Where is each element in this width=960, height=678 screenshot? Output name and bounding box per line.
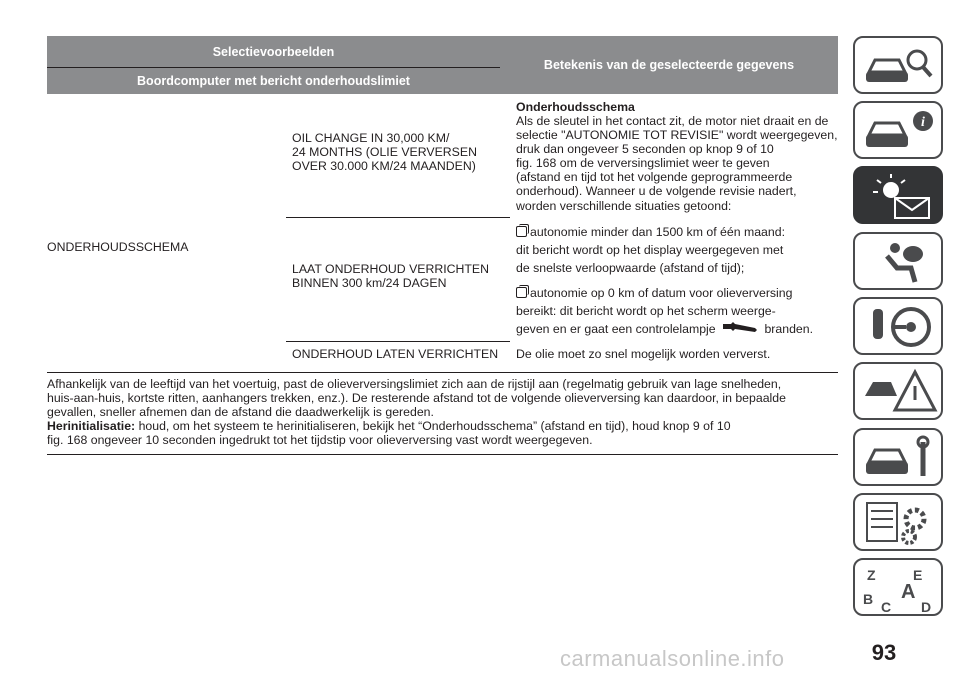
reinit-text: houd, om het systeem te herinitialiseren, bekijk het “Onderhoudsschema” (afstand en tijd), houd knop 9 of 10 <box>138 419 731 433</box>
row-label: ONDERHOUDSSCHEMA <box>47 240 189 254</box>
car-info-icon <box>861 107 939 155</box>
svg-text:B: B <box>863 591 874 607</box>
bullet-2-cont: bereikt: dit bericht wordt op het scherm weerge- <box>516 304 776 318</box>
bullet-2-line3-pre: geven en er gaat een controlelampje <box>516 322 716 336</box>
svg-text:i: i <box>921 115 925 130</box>
row-divider-2 <box>286 341 510 342</box>
alphabet-index-icon <box>861 564 939 624</box>
header-col1-sub-label: Boordcomputer met bericht onderhoudslimiet <box>137 74 410 88</box>
bullet-2 <box>516 284 792 302</box>
warning-light-envelope-icon <box>861 172 939 220</box>
message-service-now: ONDERHOUD LATEN VERRICHTEN <box>292 347 499 361</box>
meaning-title: Onderhoudsschema <box>516 100 635 114</box>
tab-technical-data[interactable] <box>853 493 943 551</box>
bullet-1 <box>516 223 785 241</box>
spec-list-gear-icon <box>861 499 939 547</box>
bullet-2-line3 <box>516 320 813 338</box>
table-bottom-rule <box>47 372 838 373</box>
watermark: carmanualsonline.info <box>560 646 785 671</box>
checkbox-bullet-icon <box>516 226 527 237</box>
tab-maintenance[interactable] <box>853 428 943 486</box>
svg-text:Z: Z <box>867 567 876 583</box>
airbag-seat-icon <box>861 238 939 286</box>
svg-text:D: D <box>921 599 932 615</box>
paragraph-bottom-rule <box>47 454 838 455</box>
checkbox-bullet-icon <box>516 287 527 298</box>
svg-text:A: A <box>901 581 916 603</box>
message-oil-change: OIL CHANGE IN 30,000 KM/ 24 MONTHS (OLIE VERVERSEN OVER 30.000 KM/24 MAANDEN) <box>292 131 477 174</box>
car-crash-warning-icon <box>861 368 939 416</box>
tab-safety[interactable] <box>853 232 943 290</box>
row-divider-1 <box>286 217 510 218</box>
tab-car-info[interactable] <box>853 101 943 159</box>
tab-car-search[interactable] <box>853 36 943 94</box>
svg-text:C: C <box>881 599 892 615</box>
message-service-soon: LAAT ONDERHOUD VERRICHTEN BINNEN 300 km/24 DAGEN <box>292 262 490 291</box>
header-col1-sub <box>47 68 500 94</box>
tab-warning-lights[interactable] <box>853 166 943 224</box>
header-col2 <box>500 36 838 94</box>
reinit-line-2: fig. 168 ongeveer 10 seconden ingedrukt tot het tijdstip voor olieverversing vast wordt weergegeven. <box>47 433 593 447</box>
header-col2-label: Betekenis van de geselecteerde gegevens <box>543 58 795 72</box>
car-wrench-icon <box>861 434 939 482</box>
header-col1-label: Selectievoorbeelden <box>212 44 335 59</box>
bullet-2-text: autonomie op 0 km of datum voor olieverversing <box>530 286 793 300</box>
bullet-1-text: autonomie minder dan 1500 km of één maand: <box>530 225 785 239</box>
meaning-body: Als de sleutel in het contact zit, de motor niet draait en de selectie "AUTONOMIE TOT REVISIE" wordt weergegeven, druk dan ongeveer 5 seconden op knop 9 of 10 fig. 168 om de verversingslimiet weer te geven (afstand en tijd tot het volgende geprogrammeerde onderhoud). Wanneer u de volgende revisie nadert, worden verschillende situaties getoond: <box>516 114 838 213</box>
car-search-icon <box>861 42 939 90</box>
bullet-1-cont: dit bericht wordt op het display weergegeven met de snelste verloopwaarde (afstand of tijd); <box>516 243 784 275</box>
tab-starting-driving[interactable] <box>853 297 943 355</box>
header-col1 <box>47 36 500 67</box>
header-divider <box>47 67 500 68</box>
paragraph: Afhankelijk van de leeftijd van het voertuig, past de olieverversingslimiet zich aan de rijstijl aan (regelmatig gebruik van lage snelheden, huis-aan-huis, kortste ritten, aanhangers trekken, enz.). De resterende afstand tot de volgende olieverversing kan daardoor, in bepaalde gevallen, sneller afnemen dan de afstand die daadwerkelijk is gereden. <box>47 377 786 420</box>
reinit-line <box>47 419 731 433</box>
page-number: 93 <box>871 640 897 665</box>
meaning-last: De olie moet zo snel mogelijk worden ververst. <box>516 347 771 361</box>
reinit-label: Herinitialisatie: <box>47 419 136 433</box>
svg-text:E: E <box>913 567 923 583</box>
tab-index[interactable] <box>853 558 943 616</box>
key-steering-wheel-icon <box>861 303 939 351</box>
bullet-2-line3-post: branden. <box>764 322 814 336</box>
tab-emergency[interactable] <box>853 362 943 420</box>
wrench-warning-icon <box>721 320 759 334</box>
